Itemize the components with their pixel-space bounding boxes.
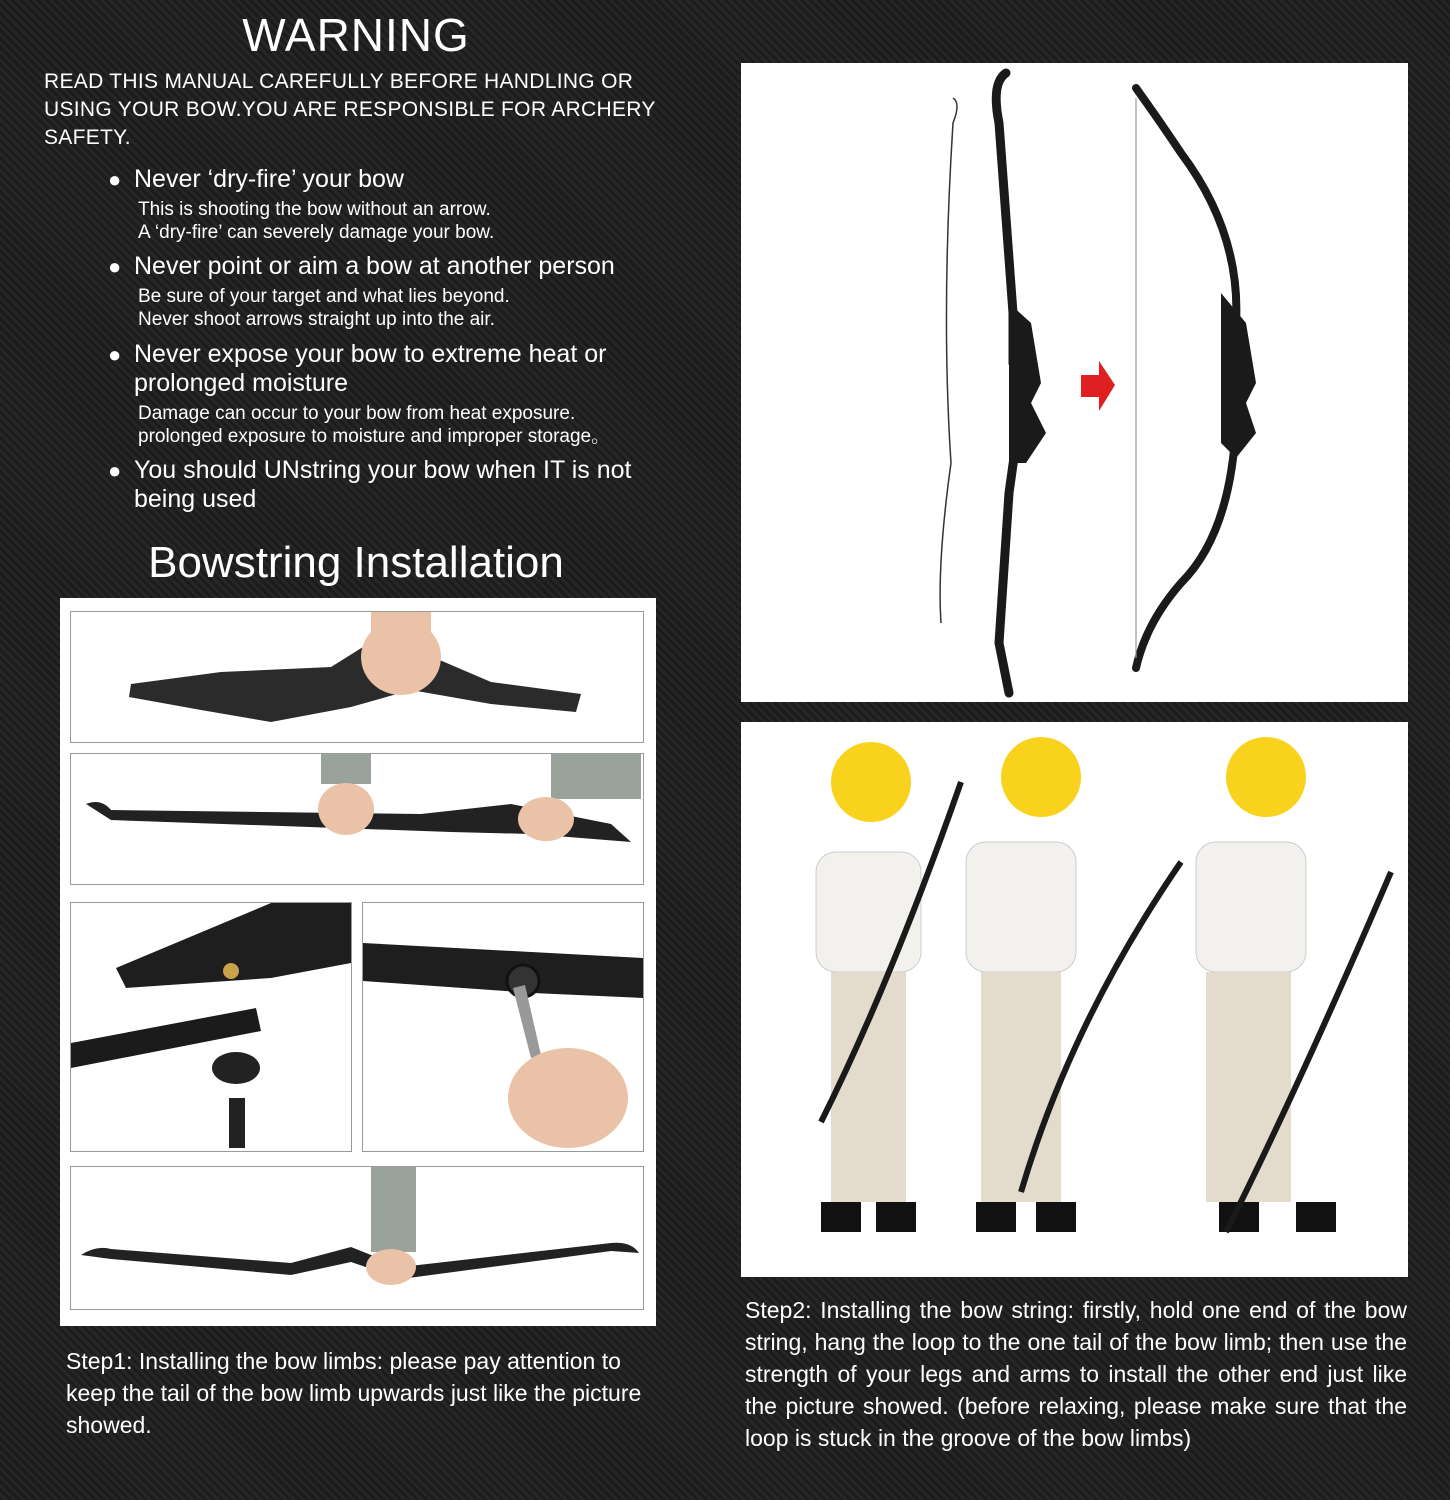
assembled-bow-photo [70, 1166, 644, 1310]
bullet-line: A ‘dry-fire’ can severely damage your bow. [138, 222, 495, 243]
bolt-parts-photo [70, 902, 352, 1152]
bullet-unstring [108, 456, 668, 514]
step2-text: Step2: Installing the bow string: firstly, hold one end of the bow string, hang the loop to the one tail of the bow limb; then use the strength of your legs and arms to install the other end just like the picture showed. (before relaxing, please make sure that the loop is stuck in the groove of the bow limbs) [745, 1297, 1407, 1451]
bullet-aim [108, 252, 668, 331]
bullet-heading: ● You should UNstring your bow when IT is not being used [108, 456, 668, 514]
bullet-line: Be sure of your target and what lies beyond. [138, 286, 510, 307]
face-emoji-icon [1001, 737, 1081, 817]
installation-title: Bowstring Installation [148, 538, 564, 587]
arrow-icon [1081, 361, 1115, 411]
assembled-bow-illustration [71, 1167, 643, 1309]
riser-illustration [71, 612, 643, 742]
bow-string-diagram [741, 63, 1408, 702]
bullet-dry-fire [108, 165, 668, 244]
bullet-heading: ● Never expose your bow to extreme heat or prolonged moisture [108, 340, 668, 398]
hex-key-illustration [363, 903, 643, 1151]
limb-attach-photo [70, 753, 644, 885]
bullet-line: Damage can occur to your bow from heat exposure. [138, 403, 576, 424]
stringing-demo-illustration [741, 722, 1408, 1277]
bullet-line: Never shoot arrows straight up into the air. [138, 309, 495, 330]
warning-title: WARNING [242, 9, 470, 61]
bullet-line: This is shooting the bow without an arrow. [138, 199, 491, 220]
person-2 [966, 737, 1181, 1232]
bolt-illustration [71, 903, 351, 1151]
stringing-demo-photo [741, 722, 1408, 1277]
bullet-heat [108, 340, 668, 448]
bullet-line: prolonged exposure to moisture and improper storage。 [138, 426, 611, 447]
person-3 [1196, 737, 1391, 1232]
bullet-heading: ● Never ‘dry-fire’ your bow [108, 165, 668, 194]
hex-key-photo [362, 902, 644, 1152]
riser-photo [70, 611, 644, 743]
face-emoji-icon [1226, 737, 1306, 817]
bow-string-illustration [741, 63, 1408, 702]
face-emoji-icon [831, 742, 911, 822]
step1-photo-panel [60, 598, 656, 1326]
warning-intro: READ THIS MANUAL CAREFULLY BEFORE HANDLING OR USING YOUR BOW.YOU ARE RESPONSIBLE FOR ARCHERY SAFETY. [44, 70, 656, 149]
bullet-heading: ● Never point or aim a bow at another person [108, 252, 668, 281]
person-1 [816, 742, 961, 1232]
step1-text: Step1: Installing the bow limbs: please pay attention to keep the tail of the bow limb upwards just like the picture showed. [66, 1348, 642, 1438]
limb-illustration [71, 754, 643, 884]
